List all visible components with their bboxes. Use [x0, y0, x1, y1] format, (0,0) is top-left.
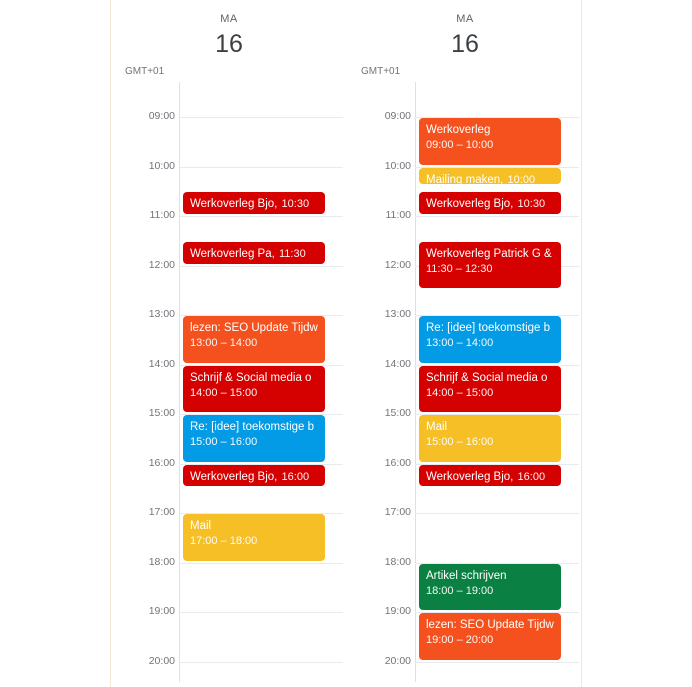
hour-label: 11:00	[385, 209, 411, 221]
event-time: 11:30	[279, 247, 306, 260]
calendar-event[interactable]	[183, 316, 325, 363]
event-title: Re: [idee] toekomstige b	[190, 421, 315, 433]
event-time: 17:00 – 18:00	[190, 535, 258, 547]
hour-gridline	[179, 563, 343, 564]
calendar-event[interactable]	[183, 415, 325, 462]
event-title: Werkoverleg Bjo,	[426, 470, 517, 483]
day-header-right	[347, 12, 583, 60]
hour-gridline	[179, 266, 343, 267]
calendar-event[interactable]	[419, 564, 561, 611]
hour-label: 13:00	[384, 308, 411, 320]
calendar-event[interactable]	[183, 242, 325, 264]
calendar-event[interactable]	[183, 192, 325, 214]
hour-label: 20:00	[148, 654, 175, 667]
event-title: Artikel schrijven	[426, 569, 507, 582]
hour-label: 19:00	[384, 605, 411, 617]
day-header-left	[111, 12, 347, 60]
hour-gridline	[179, 662, 343, 663]
hour-gridline	[179, 117, 343, 118]
day-number-label[interactable]: 16	[451, 30, 479, 58]
event-time: 14:00 – 15:00	[190, 386, 258, 399]
event-title: Schrijf & Social media o	[190, 371, 312, 384]
event-title: lezen: SEO Update Tijdw	[190, 322, 318, 334]
hour-label: 19:00	[148, 605, 175, 617]
hour-label: 10:00	[148, 159, 175, 172]
calendar-event[interactable]	[419, 415, 561, 462]
timezone-label-right: GMT+01	[361, 66, 401, 77]
event-time: 14:00 – 15:00	[426, 386, 494, 399]
event-title: Werkoverleg Bjo,	[190, 470, 281, 483]
event-time: 10:00	[507, 173, 536, 185]
day-column-right	[347, 0, 583, 687]
hour-gridline	[179, 612, 343, 613]
event-title: Mailing maken,	[426, 173, 507, 185]
hour-label: 16:00	[148, 456, 175, 469]
event-title: Schrijf & Social media o	[426, 371, 548, 384]
hour-gridline	[179, 167, 343, 168]
hour-label: 16:00	[384, 456, 411, 469]
hour-label: 14:00	[148, 357, 175, 370]
day-column-left	[111, 0, 347, 687]
calendar-card	[110, 0, 582, 687]
event-title: Werkoverleg Patrick G &	[426, 247, 552, 260]
hour-gridline	[415, 216, 579, 217]
hour-gridline	[179, 216, 343, 217]
hour-label: 15:00	[384, 407, 411, 419]
hour-label: 18:00	[384, 555, 411, 568]
event-time: 18:00 – 19:00	[426, 584, 494, 597]
hour-label: 14:00	[384, 357, 411, 370]
hour-label: 09:00	[384, 110, 411, 122]
hour-gridline	[415, 662, 579, 663]
event-title: Mail	[426, 421, 448, 433]
hour-label: 10:00	[384, 159, 411, 172]
event-title: Mail	[190, 520, 212, 532]
hour-label: 09:00	[148, 110, 175, 122]
hour-label: 20:00	[384, 654, 411, 667]
calendar-event[interactable]	[183, 465, 325, 487]
event-time: 10:30	[281, 198, 310, 211]
event-time: 13:00 – 14:00	[426, 337, 494, 349]
calendar-event[interactable]	[419, 118, 561, 165]
event-title: Werkoverleg	[426, 124, 491, 136]
event-time: 19:00 – 20:00	[426, 634, 494, 646]
timezone-label-left: GMT+01	[125, 66, 165, 77]
event-time: 16:00	[517, 470, 546, 483]
calendar-event[interactable]	[183, 514, 325, 561]
calendar-event[interactable]	[419, 242, 561, 289]
hour-label: 12:00	[384, 258, 411, 271]
event-title: Werkoverleg Bjo,	[426, 198, 517, 211]
day-of-week-label: MA	[220, 13, 238, 25]
event-title: Werkoverleg Pa,	[190, 247, 278, 260]
hour-label: 15:00	[148, 407, 175, 419]
hour-label: 18:00	[148, 555, 175, 568]
calendar-grid-container	[111, 0, 581, 687]
calendar-event[interactable]	[419, 316, 561, 363]
day-of-week-label: MA	[456, 13, 474, 25]
event-time: 15:00 – 16:00	[190, 436, 258, 448]
event-title: lezen: SEO Update Tijdw	[426, 619, 554, 631]
hour-label: 17:00	[148, 506, 175, 518]
event-time: 16:00	[281, 470, 310, 483]
event-time: 15:00 – 16:00	[426, 436, 494, 448]
hour-label: 17:00	[384, 506, 411, 518]
hour-label: 13:00	[148, 308, 175, 320]
event-title: Werkoverleg Bjo,	[190, 198, 281, 211]
calendar-event[interactable]	[419, 366, 561, 413]
calendar-event[interactable]	[419, 168, 561, 185]
calendar-event[interactable]	[419, 613, 561, 660]
calendar-event[interactable]	[183, 366, 325, 413]
event-title: Re: [idee] toekomstige b	[426, 322, 551, 334]
hour-label: 12:00	[148, 258, 175, 271]
event-time: 09:00 – 10:00	[426, 139, 494, 151]
event-time: 11:30 – 12:30	[426, 262, 493, 275]
hour-gridline	[415, 513, 579, 514]
hour-label: 11:00	[149, 209, 175, 221]
calendar-event[interactable]	[419, 192, 561, 214]
day-number-label[interactable]: 16	[215, 30, 243, 58]
event-time: 13:00 – 14:00	[190, 337, 258, 349]
calendar-event[interactable]	[419, 465, 561, 487]
event-time: 10:30	[517, 198, 546, 211]
